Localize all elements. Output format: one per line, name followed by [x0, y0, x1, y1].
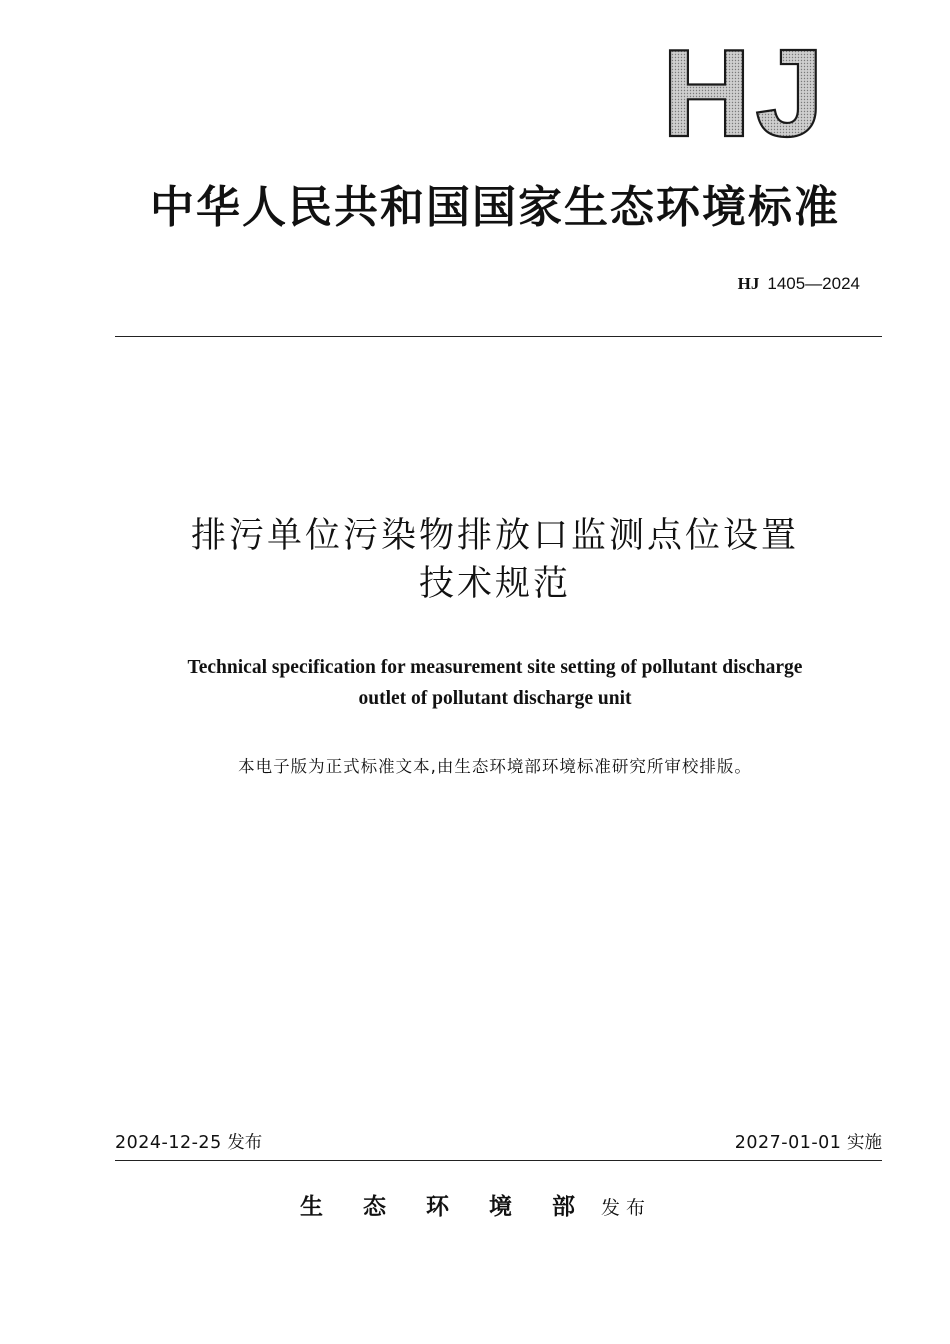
standard-organization-title: 中华人民共和国国家生态环境标准 [150, 182, 840, 233]
issue-date [115, 1130, 262, 1156]
hj-logo [650, 38, 840, 146]
issue-date-label: 发布 [227, 1133, 263, 1153]
english-title-line-2: outlet of pollutant discharge unit [358, 688, 632, 709]
chinese-title-line-1: 排污单位污染物排放口监测点位设置 [190, 516, 799, 556]
chinese-title-line-2: 技术规范 [418, 564, 571, 604]
hj-logo-text: HJ [661, 38, 829, 146]
english-title [80, 652, 910, 714]
publisher-name: 生态环境部 [300, 1193, 615, 1220]
issue-date-value: 2024-12-25 [115, 1133, 222, 1153]
publisher-suffix: 发布 [601, 1197, 652, 1219]
implementation-date-value: 2027-01-01 [734, 1133, 842, 1153]
english-title-line-1: Technical specification for measurement site setting of pollutant discharge [187, 657, 803, 678]
footer-divider [115, 1160, 882, 1161]
implementation-date [735, 1130, 882, 1156]
implementation-date-label: 实施 [847, 1133, 882, 1153]
chinese-title [60, 512, 930, 608]
standard-code-prefix: HJ [737, 274, 760, 293]
standard-code [738, 272, 860, 296]
electronic-version-note: 本电子版为正式标准文本,由生态环境部环境标准研究所审校排版。 [238, 757, 752, 776]
publisher [300, 1190, 651, 1224]
header-divider [115, 336, 882, 337]
standard-code-number: 1405—2024 [767, 274, 860, 293]
